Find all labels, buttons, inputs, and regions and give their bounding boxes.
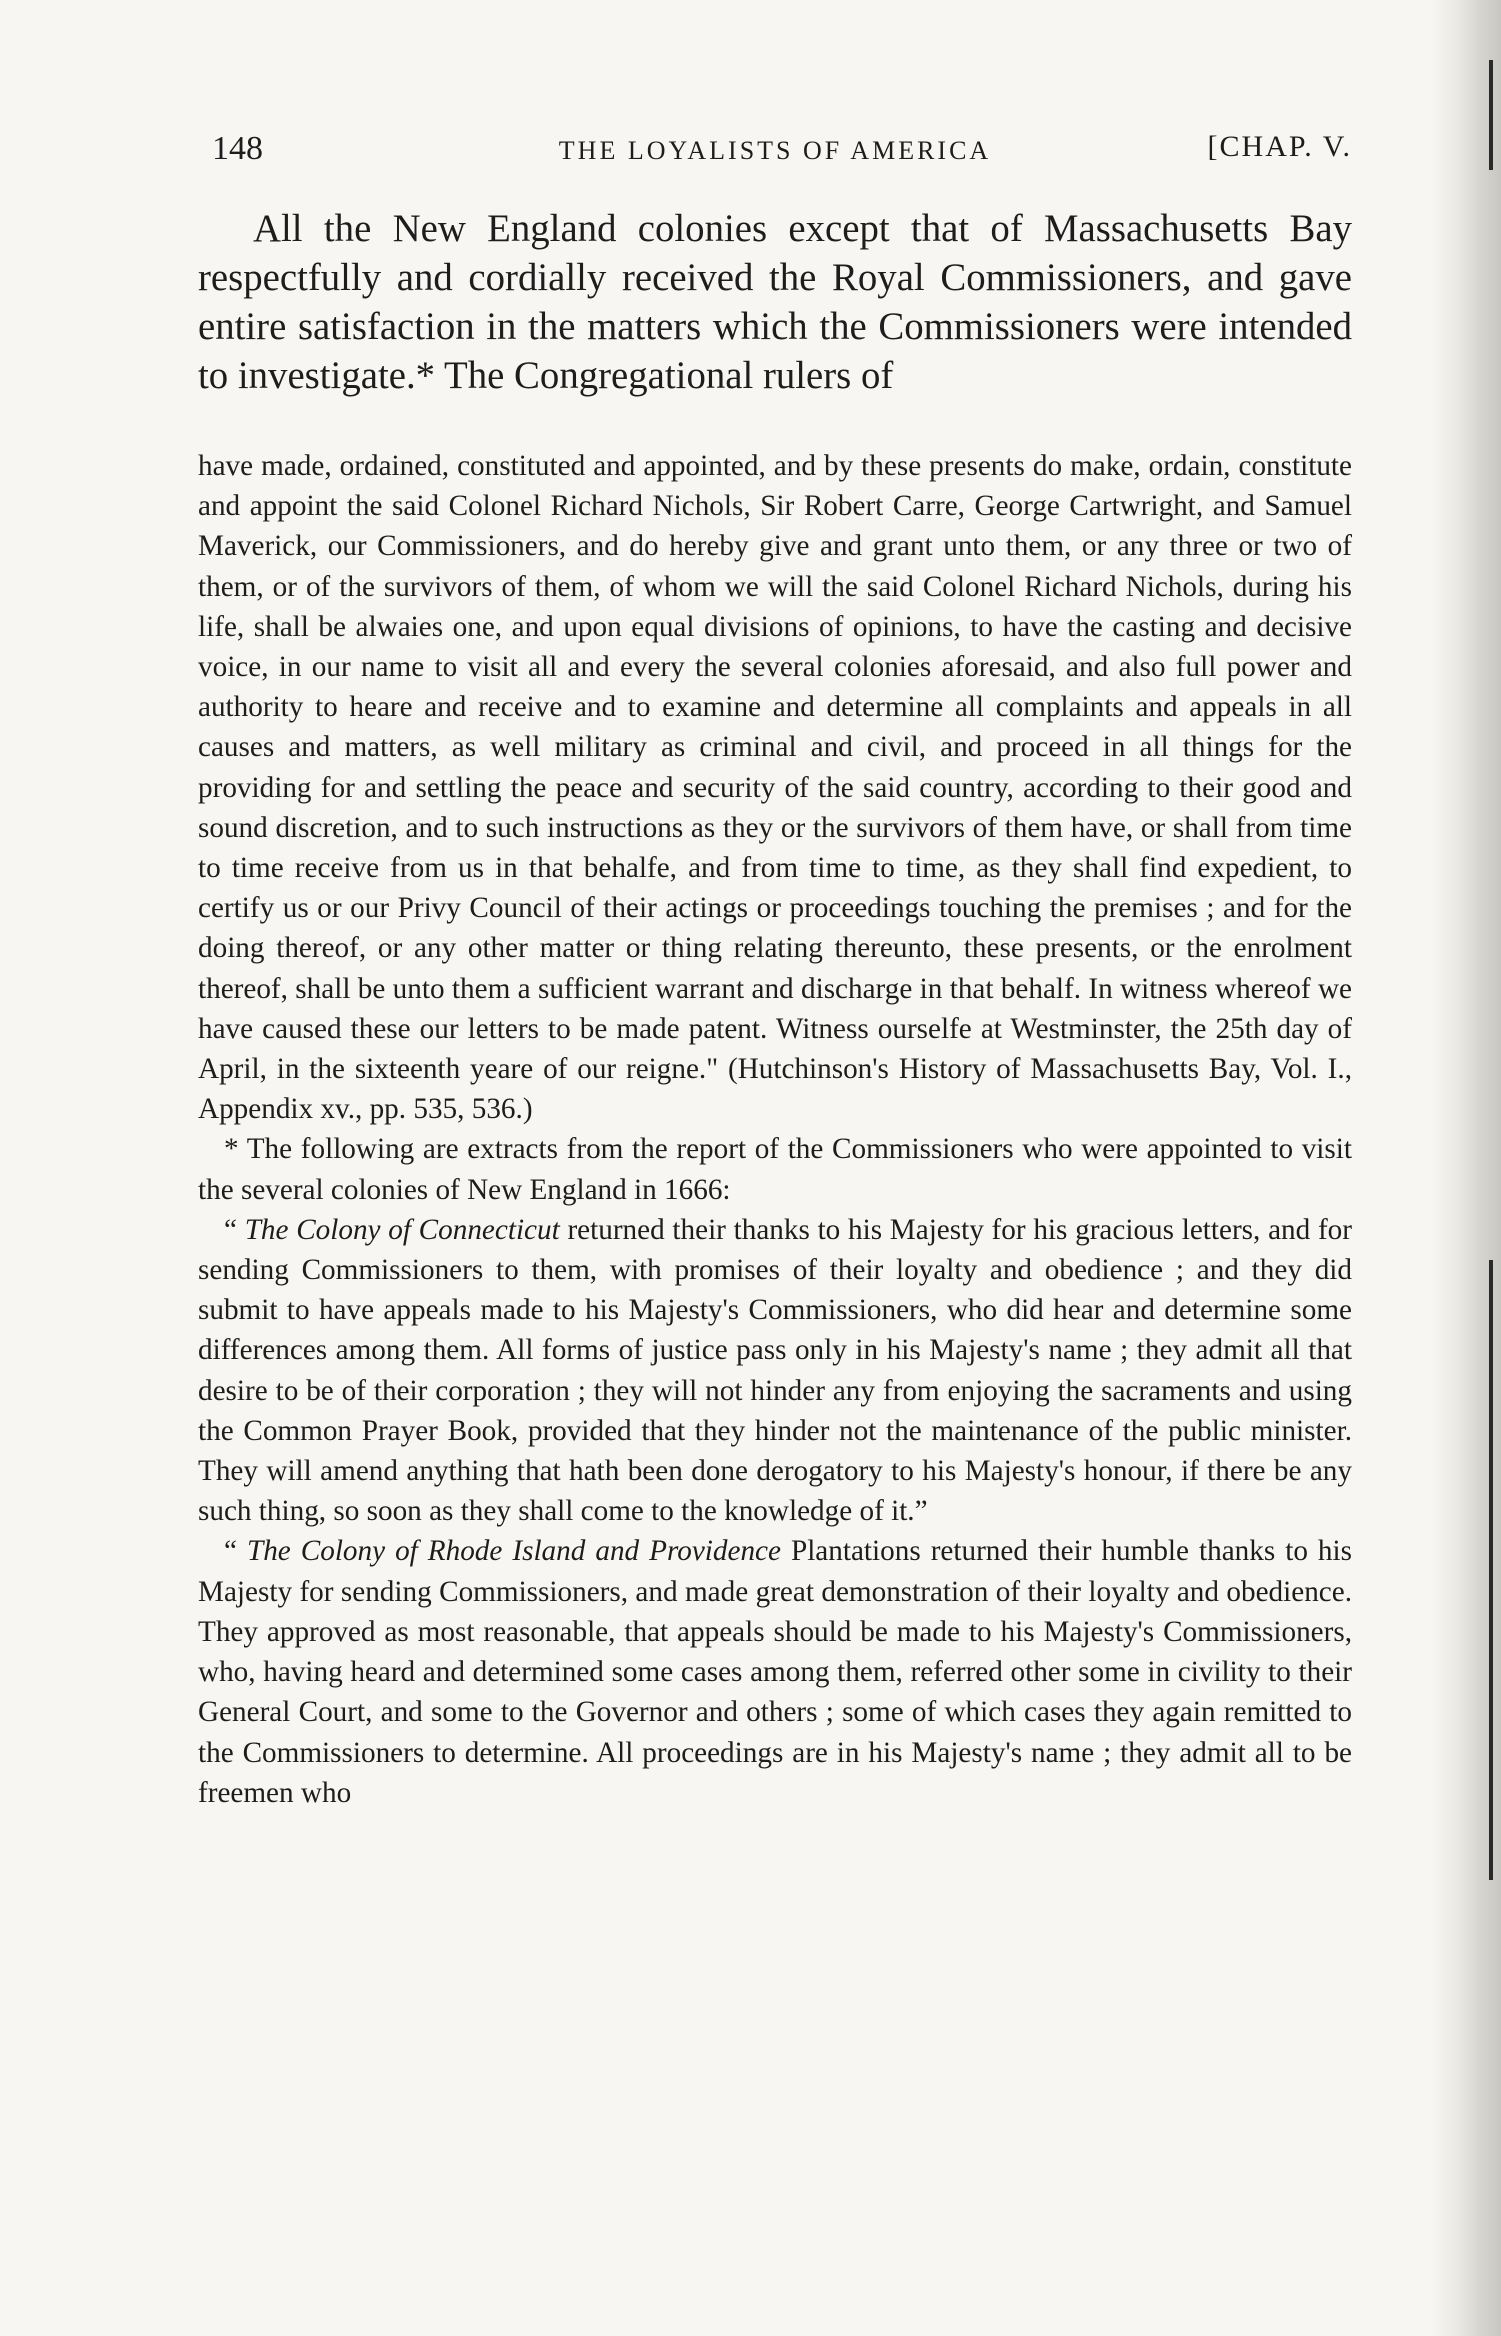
colony-name-connecticut: The Colony of Connecticut [244, 1213, 560, 1246]
page-edge-shadow-top [1489, 60, 1493, 170]
page-content [198, 118, 1352, 1813]
scanned-page-edge [1431, 0, 1501, 2336]
open-quote: “ [224, 1213, 245, 1246]
footnote-rhode-island [198, 1531, 1352, 1812]
open-quote: “ [224, 1535, 247, 1568]
page-edge-shadow-bottom [1489, 1260, 1493, 1880]
footnote-connecticut [198, 1210, 1352, 1532]
charter-quote-block [198, 446, 1352, 1813]
connecticut-text: returned their thanks to his Majesty for his gracious letters, and for sending Commissioners to them, with promises of their loyalty and obedience ; and they did submit to have appeals made to his Majesty's Commissioners, who did hear and determine some differences among them. All forms of justice pass only in his Majesty's name ; they admit all that desire to be of their corporation ; they will not hinder any from enjoying the sacraments and using the Common Prayer Book, provided that they hinder not the maintenance of the public minister. They will amend anything that hath been done derogatory to his Majesty's honour, if there be any such thing, so soon as they shall come to the knowledge of it.” [198, 1213, 1352, 1528]
charter-quote: have made, ordained, constituted and appointed, and by these presents do make, ordain, constitute and appoint the said Colonel Richard Nichols, Sir Robert Carre, George Cartwright, and Samuel Maverick, our Commissioners, and do hereby give and grant unto them, or any three or two of them, or of the survivors of them, of whom we will the said Colonel Richard Nichols, during his life, shall be alwaies one, and upon equal divisions of opinions, to have the casting and decisive voice, in our name to visit all and every the several colonies aforesaid, and also full power and authority to heare and receive and to examine and determine all complaints and appeals in all causes and matters, as well military as criminal and civil, and proceed in all things for the providing for and settling the peace and security of the said country, according to their good and sound discretion, and to such instructions as they or the survivors of them have, or shall from time to time receive from us in that behalfe, and from time to time, as they shall find expedient, to certify us or our Privy Council of their actings or proceedings touching the premises ; and for the doing thereof, or any other matter or thing relating thereunto, these presents, or the enrolment thereof, shall be unto them a sufficient warrant and discharge in that behalf. In witness whereof we have caused these our letters to be made patent. Witness ourselfe at Westminster, the 25th day of April, in the sixteenth yeare of our reigne." (Hutchinson's History of Massachusetts Bay, Vol. I., Appendix xv., pp. 535, 536.) [198, 450, 1352, 1126]
colony-name-rhode-island: The Colony of Rhode Island and Providence [246, 1535, 781, 1568]
running-head [198, 118, 1352, 178]
page-number: 148 [212, 130, 263, 167]
rhode-island-text: Plantations returned their humble thanks to his Majesty for sending Commissioners, and made great demonstration of their loyalty and obedience. They approved as most reasonable, that appeals should be made to his Majesty's Commissioners, who, having heard and determined some cases among them, referred other some in civility to their General Court, and some to the Governor and others ; some of which cases they again remitted to the Commissioners to determine. All proceedings are in his Majesty's name ; they admit all to be freemen who [198, 1535, 1352, 1809]
main-paragraph: All the New England colonies except that of Massachusetts Bay respectfully and cordially received the Royal Commissioners, and gave entire satisfaction in the matters which the Commissioners were intended to investigate.* The Congregational rulers of [198, 207, 1352, 397]
footnote-intro: * The following are extracts from the report of the Commissioners who were appointed to visit the several colonies of New England in 1666: [198, 1133, 1352, 1206]
chapter-label: [CHAP. V. [1207, 130, 1352, 163]
running-title: THE LOYALISTS OF AMERICA [558, 136, 992, 165]
